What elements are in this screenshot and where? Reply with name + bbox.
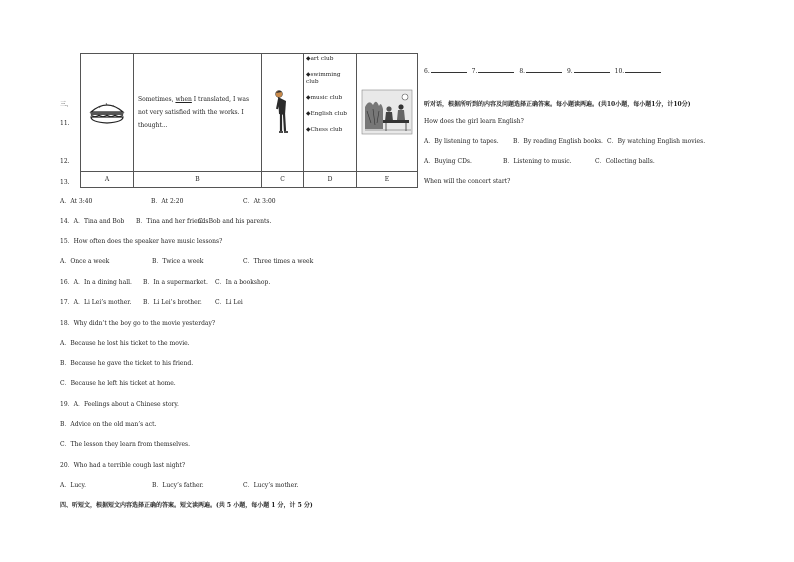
picture-a-cell: [81, 54, 134, 172]
caption-a: A: [81, 171, 134, 187]
blank-6-line: [431, 66, 467, 73]
q18-option-a: A．Because he lost his ticket to the movie.: [60, 340, 190, 347]
blank-8-label: 8.: [519, 68, 526, 75]
answer-blanks-row: [424, 66, 661, 75]
q18-question: 18．Why didn’t the boy go to the movie yesterday?: [60, 320, 216, 327]
caption-d: D: [304, 171, 357, 187]
q18-option-b: B．Because he gave the ticket to his friend.: [60, 360, 194, 367]
q20-option-b: B．Lucy’s father.: [152, 482, 204, 489]
q17-option-b: B．Li Lei’s brother.: [143, 299, 202, 306]
picture-b-text-part2: I translated, I was not very satisfied with the works. I thought...: [138, 95, 250, 129]
q13-option-a: A．At 3:40: [60, 198, 93, 205]
picture-d-clubs-cell: [304, 54, 357, 172]
question-12-number: 12.: [60, 158, 70, 165]
blank-7-label: 7.: [471, 68, 478, 75]
club-english: ◆English club: [306, 110, 347, 117]
q-english-question: How does the girl learn English?: [424, 118, 524, 125]
people-at-table-illustration: [361, 89, 413, 135]
q19-option-a: 19．A．Feelings about a Chinese story.: [60, 401, 179, 408]
blank-9-line: [574, 66, 610, 73]
blank-10-line: [625, 66, 661, 73]
blank-7-line: [478, 66, 514, 73]
q19-option-c: C．The lesson they learn from themselves.: [60, 441, 191, 448]
q13-option-c: C．At 3:00: [243, 198, 276, 205]
q19-option-b: B．Advice on the old man’s act.: [60, 421, 157, 428]
caption-b: B: [134, 171, 262, 187]
q16-option-b: B．In a supermarket.: [143, 279, 208, 286]
picture-b-text-cell: [134, 54, 262, 172]
q13-option-b: B．At 2:20: [151, 198, 184, 205]
q-hobby-option-b: B．Listening to music.: [503, 158, 572, 165]
q17-option-c: C．Li Lei: [215, 299, 243, 306]
q-english-option-b: B．By reading English books.: [513, 138, 603, 145]
picture-c-cell: [262, 54, 304, 172]
club-chess: ◆Chess club: [306, 126, 343, 133]
picture-b-text-underlined: when: [175, 95, 192, 103]
picture-b-text-part1: Sometimes,: [138, 95, 176, 103]
club-music: ◆music club: [306, 94, 343, 101]
caption-c: C: [262, 171, 304, 187]
blank-10-label: 10.: [614, 68, 625, 75]
q-english-option-a: A．By listening to tapes.: [424, 138, 499, 145]
sandwich-icon: [87, 98, 127, 126]
dialogue-section-instruction: 听对话，根据所听到的内容及问题选择正确答案。每小题读两遍。(共10小题，每小题1分，计10分): [424, 101, 691, 108]
picture-e-cell: [357, 54, 418, 172]
q15-option-b: B．Twice a week: [152, 258, 204, 265]
q-hobby-option-a: A．Buying CDs.: [424, 158, 472, 165]
q17-option-a: 17．A．Li Lei’s mother.: [60, 299, 132, 306]
q16-option-c: C．In a bookshop.: [215, 279, 271, 286]
q15-question: 15．How often does the speaker have music lessons?: [60, 238, 223, 245]
blank-9-label: 9.: [566, 68, 573, 75]
q20-option-c: C．Lucy’s mother.: [243, 482, 299, 489]
q16-option-a: 16．A．In a dining hall.: [60, 279, 132, 286]
section-4-heading: 四、听短文，根据短文内容选择正确的答案。短文读两遍。(共 5 小题，每小题 1 分，计 5 分): [60, 502, 313, 509]
q14-option-b: B．Tina and her friends: [136, 218, 209, 225]
q-concert-question: When will the concert start?: [424, 178, 511, 185]
q15-option-c: C．Three times a week: [243, 258, 314, 265]
q20-option-a: A．Lucy.: [60, 482, 87, 489]
blank-8-line: [526, 66, 562, 73]
q20-question: 20．Who had a terrible cough last night?: [60, 462, 186, 469]
question-11-number: 11.: [60, 120, 70, 127]
section-3-label: 三、: [60, 101, 73, 108]
q14-option-c: C．Bob and his parents.: [198, 218, 272, 225]
question-13-number: 13.: [60, 179, 70, 186]
blank-6-label: 6.: [424, 68, 430, 75]
picture-options-table: [80, 53, 418, 188]
caption-e: E: [357, 171, 418, 187]
club-art: ◆art club: [306, 56, 334, 62]
q-hobby-option-c: C．Collecting balls.: [595, 158, 655, 165]
q-english-option-c: C．By watching English movies.: [607, 138, 706, 145]
q15-option-a: A．Once a week: [60, 258, 110, 265]
bowing-man-icon: [273, 87, 293, 137]
q18-option-c: C．Because he left his ticket at home.: [60, 380, 176, 387]
q14-option-a: 14．A．Tina and Bob: [60, 218, 125, 225]
club-swimming: ◆swimming club: [306, 71, 341, 85]
